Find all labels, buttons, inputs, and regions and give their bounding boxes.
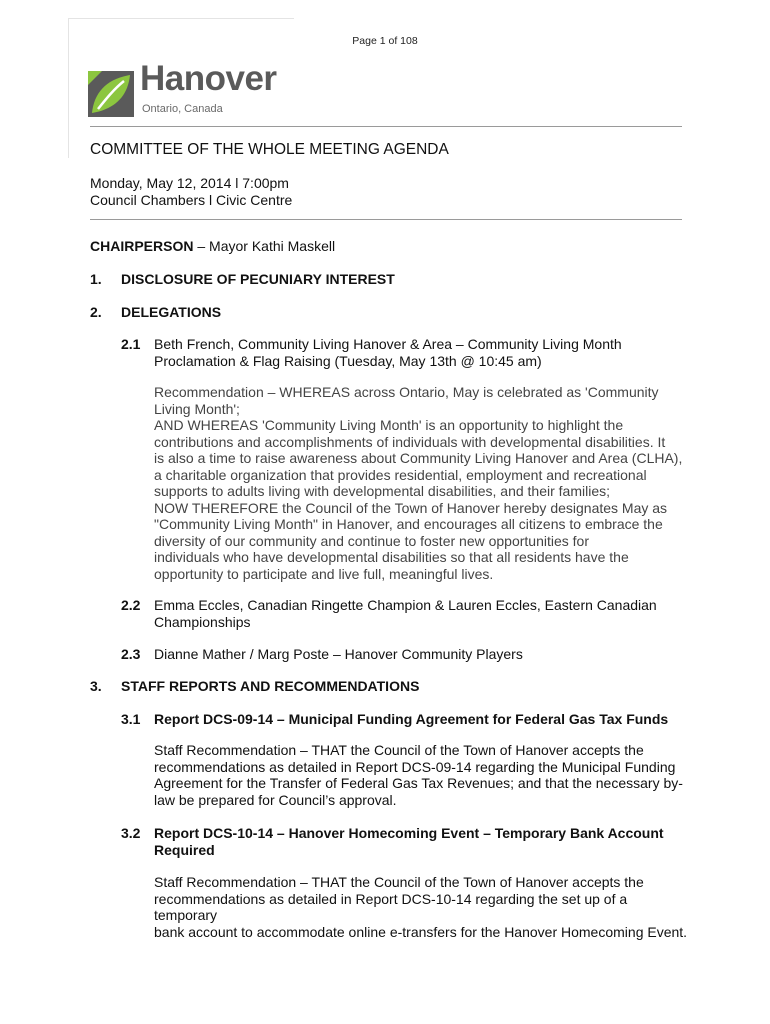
hanover-logo [88, 59, 288, 118]
meeting-location: Council Chambers l Civic Centre [90, 192, 293, 208]
text-line: contributions and accomplishments of individuals with developmental disabilities. It [154, 433, 666, 450]
text-line: individuals who have developmental disabilities so that all residents have the [154, 549, 629, 565]
page-indicator: Page 1 of 108 [352, 35, 418, 47]
text-line: Living Month'; [154, 400, 240, 417]
chairperson-name: – Mayor Kathi Maskell [193, 238, 336, 254]
section-title: DELEGATIONS [121, 304, 222, 320]
text-line: a charitable organization that provides residential, employment and recreational [154, 466, 647, 483]
text-line: supports to adults living with developmental disabilities, and their families; [154, 483, 611, 499]
text-line: Recommendation – WHEREAS across Ontario, May is celebrated as 'Community [154, 384, 659, 400]
text-line: Staff Recommendation – THAT the Council of the Town of Hanover accepts the [154, 742, 644, 758]
text-line: law be prepared for Council’s approval. [154, 791, 397, 808]
item-2-1-title [154, 336, 689, 369]
item-number: 2.3 [121, 646, 141, 662]
meeting-info [90, 175, 292, 209]
divider-bottom [90, 219, 682, 220]
text-line: is also a time to raise awareness about Community Living Hanover and Area (CLHA), [154, 450, 683, 466]
logo-wordmark: Hanover [140, 59, 277, 98]
text-line: recommendations as detailed in Report DCS-10-14 regarding the set up of a temporary [154, 890, 628, 923]
leaf-icon [88, 71, 134, 117]
text-line: Proclamation & Flag Raising (Tuesday, May 13th @ 10:45 am) [154, 352, 542, 369]
logo-subtitle: Ontario, Canada [142, 103, 223, 115]
text-line: opportunity to participate and live full, meaningful lives. [154, 565, 494, 582]
item-2-1-recommendation [154, 384, 689, 582]
item-number: 3.2 [121, 825, 141, 841]
meeting-date: Monday, May 12, 2014 l 7:00pm [90, 175, 289, 191]
text-line: Staff Recommendation – THAT the Council of the Town of Hanover accepts the [154, 874, 644, 890]
divider-top [90, 126, 682, 127]
item-2-3-title: Dianne Mather / Marg Poste – Hanover Community Players [154, 646, 523, 662]
item-number: 2.1 [121, 336, 141, 352]
section-number: 2. [90, 304, 102, 320]
page-title: COMMITTEE OF THE WHOLE MEETING AGENDA [90, 141, 449, 158]
text-line: recommendations as detailed in Report DCS-09-14 regarding the Municipal Funding [154, 758, 676, 775]
text-line: Report DCS-10-14 – Hanover Homecoming Event – Temporary Bank Account [154, 825, 664, 841]
chairperson-line [90, 238, 335, 255]
chairperson-label: CHAIRPERSON [90, 238, 194, 254]
text-line: Championships [154, 613, 251, 630]
page-edge-top [68, 18, 294, 19]
text-line: bank account to accommodate online e-transfers for the Hanover Homecoming Event. [154, 923, 688, 940]
item-3-1-title: Report DCS-09-14 – Municipal Funding Agreement for Federal Gas Tax Funds [154, 711, 669, 727]
item-2-2-title [154, 597, 689, 630]
text-line: Agreement for the Transfer of Federal Gas Tax Revenues; and that the necessary by- [154, 775, 683, 791]
text-line: Beth French, Community Living Hanover & Area – Community Living Month [154, 336, 622, 352]
text-line: "Community Living Month" in Hanover, and encourages all citizens to embrace the [154, 516, 663, 532]
item-number: 3.1 [121, 711, 141, 727]
section-title: STAFF REPORTS AND RECOMMENDATIONS [121, 678, 420, 694]
item-3-1-recommendation [154, 742, 689, 808]
item-number: 2.2 [121, 597, 141, 613]
text-line: Emma Eccles, Canadian Ringette Champion & Lauren Eccles, Eastern Canadian [154, 597, 657, 613]
text-line: AND WHEREAS 'Community Living Month' is an opportunity to highlight the [154, 417, 624, 433]
section-number: 1. [90, 271, 102, 287]
item-3-2-title [154, 825, 689, 858]
text-line: NOW THEREFORE the Council of the Town of Hanover hereby designates May as [154, 499, 668, 516]
text-line: diversity of our community and continue to foster new opportunities for [154, 532, 589, 549]
section-number: 3. [90, 678, 102, 694]
text-line: Required [154, 841, 215, 858]
section-title: DISCLOSURE OF PECUNIARY INTEREST [121, 271, 395, 287]
item-3-2-recommendation [154, 874, 689, 940]
